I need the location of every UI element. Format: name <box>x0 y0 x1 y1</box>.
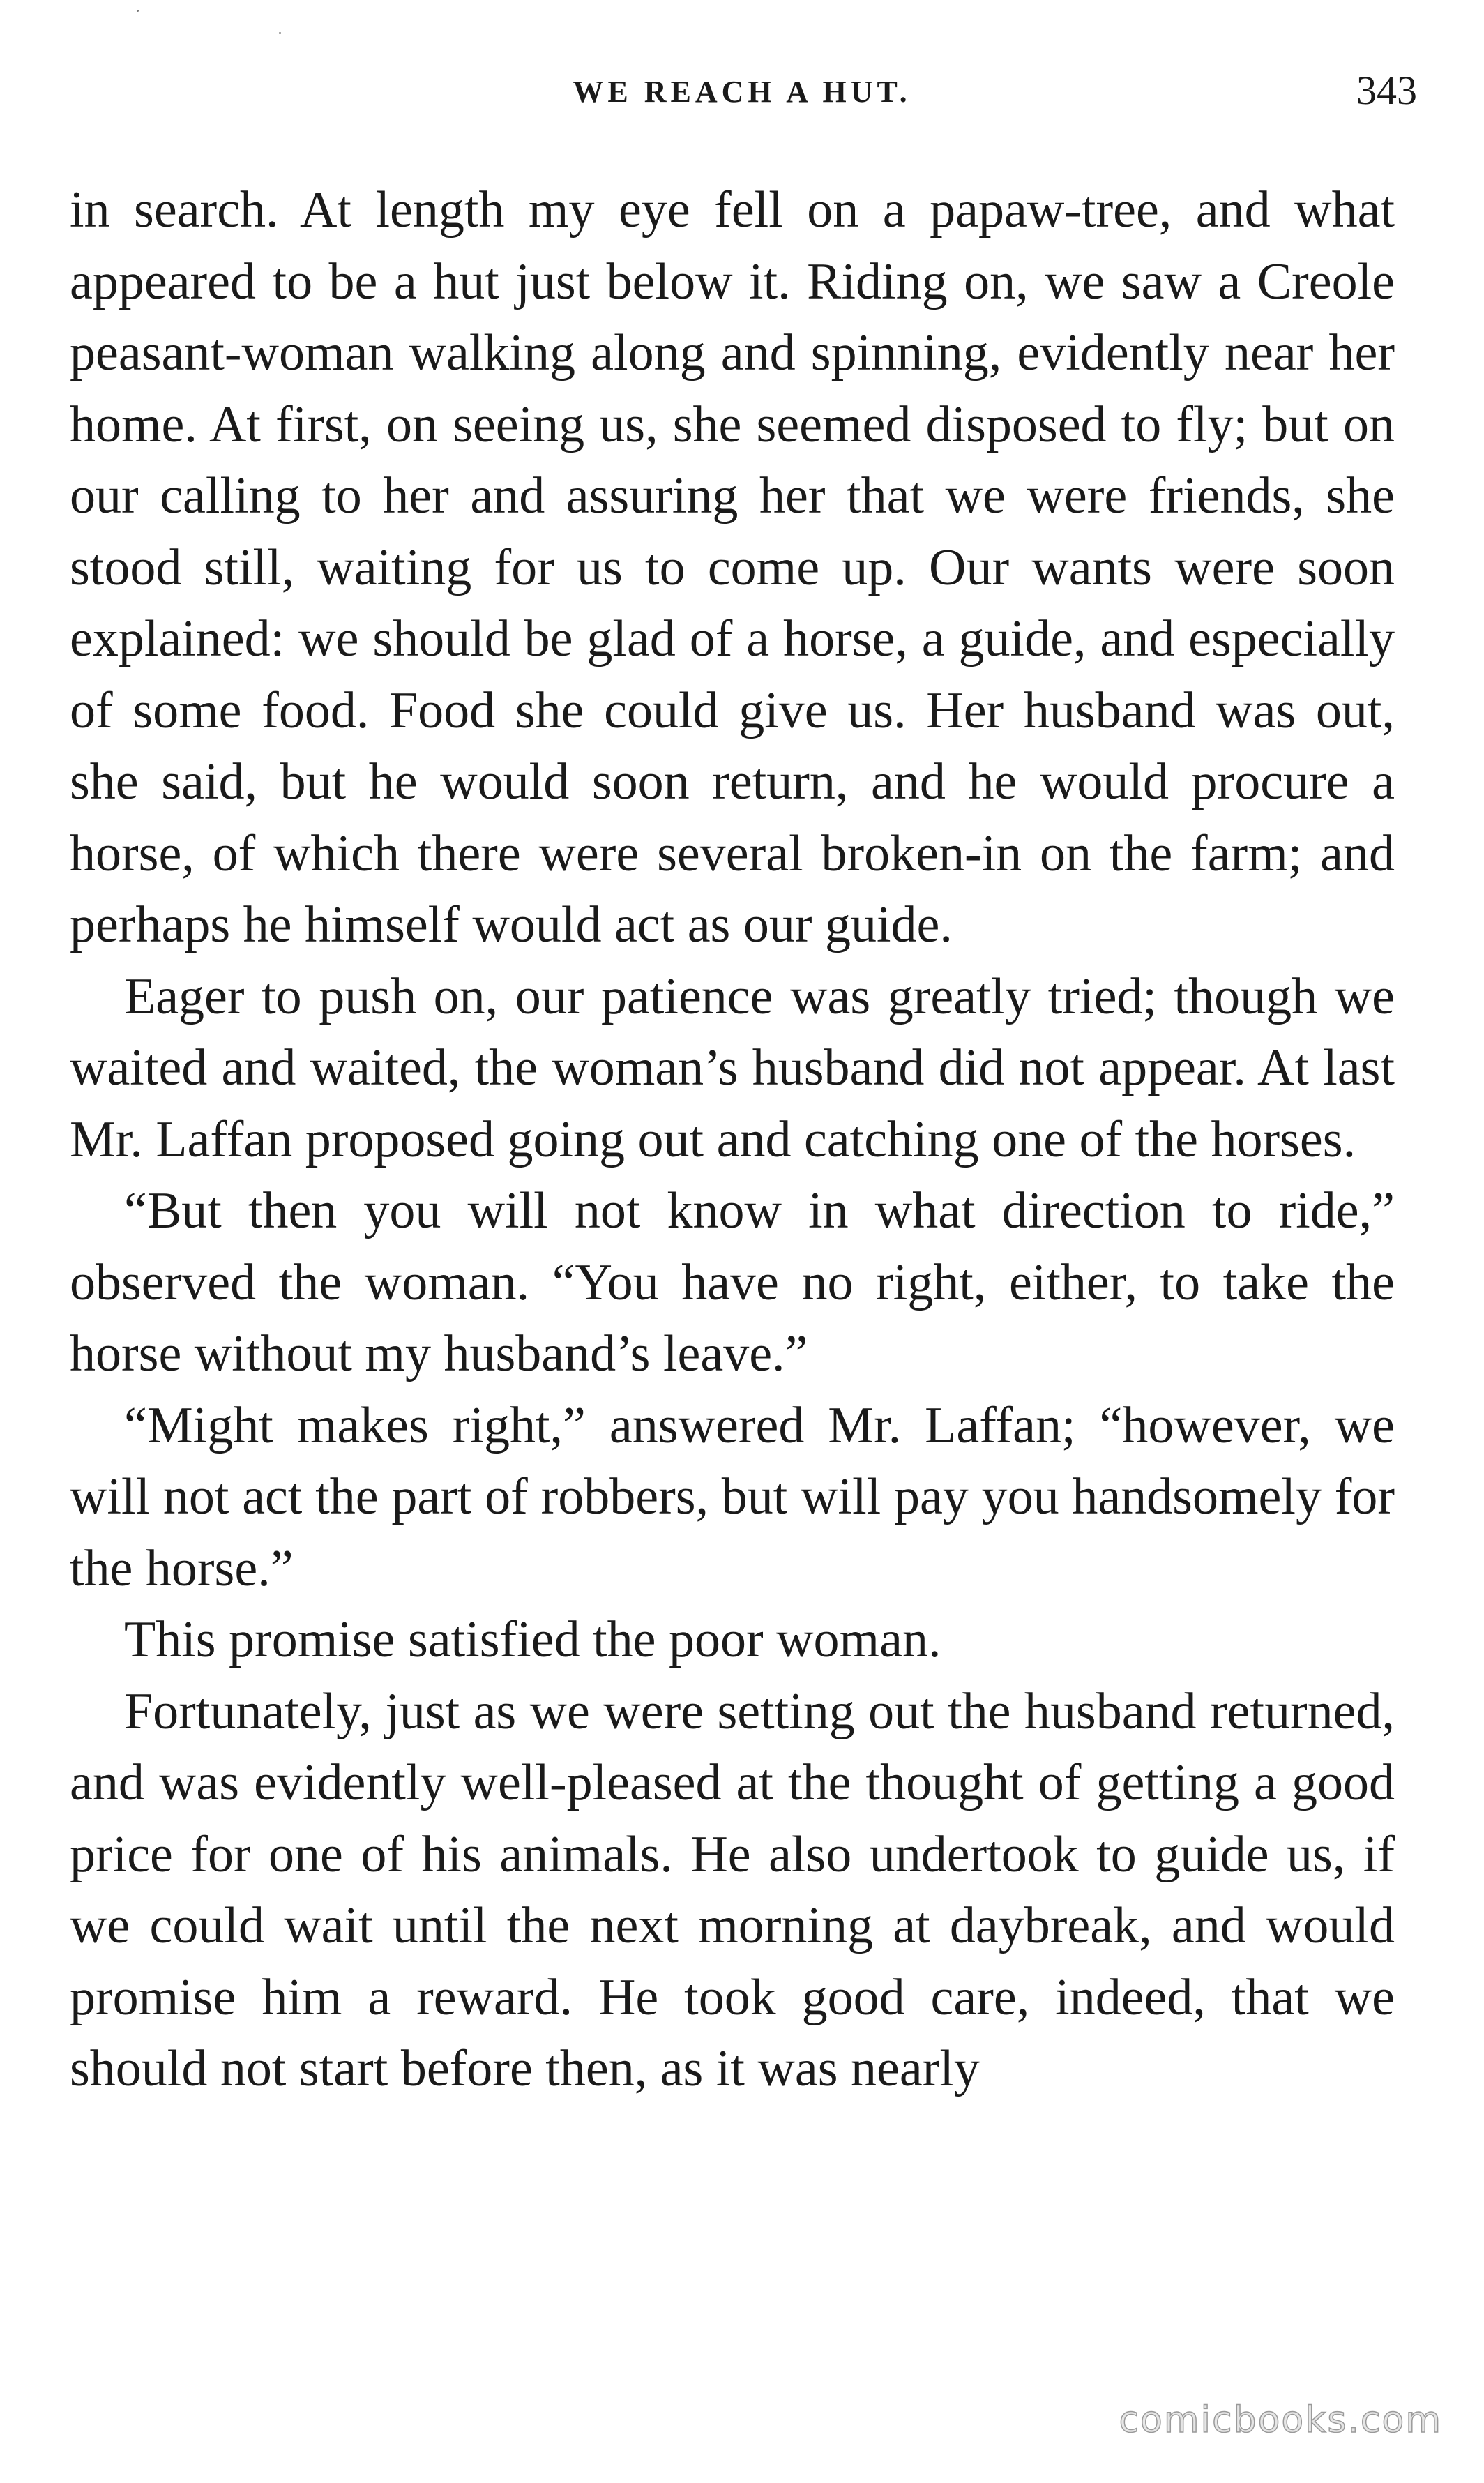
running-title: WE REACH A HUT. <box>573 75 911 109</box>
paper-speck <box>279 32 281 34</box>
paragraph: in search. At length my eye fell on a papaw-tree, and what appeared to be a hut just below it. Riding on, we saw a Creole peasant-woman walking along and spinning, evidently near her home. At first, on seeing us, she seemed disposed to fly; but on our calling to her and assuring her that we were friends, she stood still, waiting for us to come up. Our wants were soon explained: we should be glad of a horse, a guide, and especially of some food. Food she could give us. Her husband was out, she said, but he would soon return, and he would procure a horse, of which there were several broken-in on the farm; and perhaps he himself would act as our guide. <box>70 181 1395 953</box>
paragraph: This promise satisfied the poor woman. <box>124 1611 941 1668</box>
paragraph: Eager to push on, our patience was greatly tried; though we waited and waited, the woman’s husband did not appear. At last Mr. Laffan proposed going out and catching one of the horses. <box>70 967 1395 1168</box>
page-number: 343 <box>1356 68 1417 113</box>
paragraph: “Might makes right,” answered Mr. Laffan; “however, we will not act the part of robbers, but will pay you handsomely for the horse.” <box>70 1396 1395 1597</box>
paper-speck <box>137 10 139 12</box>
paragraph: Fortunately, just as we were setting out the husband returned, and was evidently well-pleased at the thought of getting a good price for one of his animals. He also undertook to guide us, if we could wait until the next morning at daybreak, and would promise him a reward. He took good care, indeed, that we should not start before then, as it was nearly <box>70 1682 1395 2097</box>
paragraph: “But then you will not know in what direction to ride,” observed the woman. “You have no right, either, to take the horse without my husband’s leave.” <box>70 1182 1395 1382</box>
body-text <box>70 174 1395 2105</box>
watermark: comicbooks.com <box>1119 2399 1442 2441</box>
running-head <box>0 67 1484 123</box>
